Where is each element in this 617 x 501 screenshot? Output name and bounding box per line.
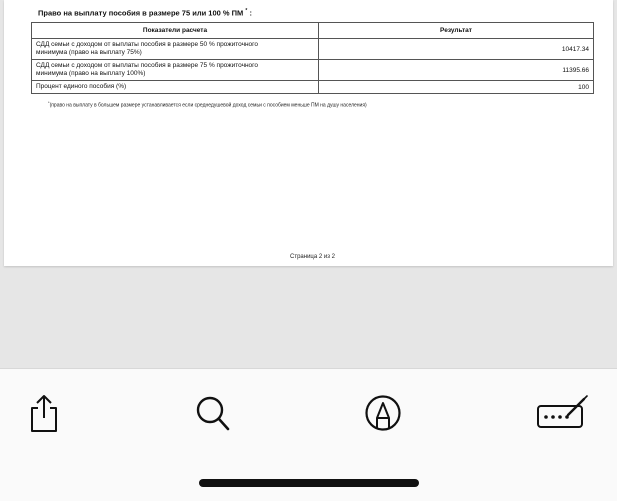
markup-button[interactable] <box>359 391 407 435</box>
column-header-result: Результат <box>319 23 594 39</box>
table-row <box>32 81 594 94</box>
search-button[interactable] <box>189 391 237 435</box>
table-header-row <box>32 23 594 39</box>
section-heading: Право на выплату пособия в размере 75 или 100 % ПМ * : <box>38 8 252 18</box>
column-header-indicators: Показатели расчета <box>32 23 319 39</box>
row-value: 100 <box>319 81 594 94</box>
share-icon <box>26 393 62 433</box>
row-value: 10417.34 <box>319 39 594 60</box>
share-button[interactable] <box>20 391 68 435</box>
row-value: 11395.66 <box>319 60 594 81</box>
footnote: *(право на выплату в большем размере устанавливается если среднедушевой доход семьи с пособием меньше ПМ на душу населения) <box>48 100 367 109</box>
table-row <box>32 60 594 81</box>
search-icon <box>194 393 232 433</box>
row-label: СДД семьи с доходом от выплаты пособия в размере 50 % прожиточного минимума (право на выплату 75%) <box>32 39 319 60</box>
table-row <box>32 39 594 60</box>
signature-icon <box>535 393 591 433</box>
calculation-table <box>31 22 594 94</box>
home-indicator[interactable] <box>199 479 419 487</box>
document-page <box>4 0 613 266</box>
signature-button[interactable] <box>535 391 591 435</box>
page-number: Страница 2 из 2 <box>290 254 335 260</box>
markup-pen-icon <box>363 393 403 433</box>
row-label: СДД семьи с доходом от выплаты пособия в размере 75 % прожиточного минимума (право на выплату 100%) <box>32 60 319 81</box>
bottom-toolbar <box>0 368 617 501</box>
row-label: Процент единого пособия (%) <box>32 81 319 94</box>
